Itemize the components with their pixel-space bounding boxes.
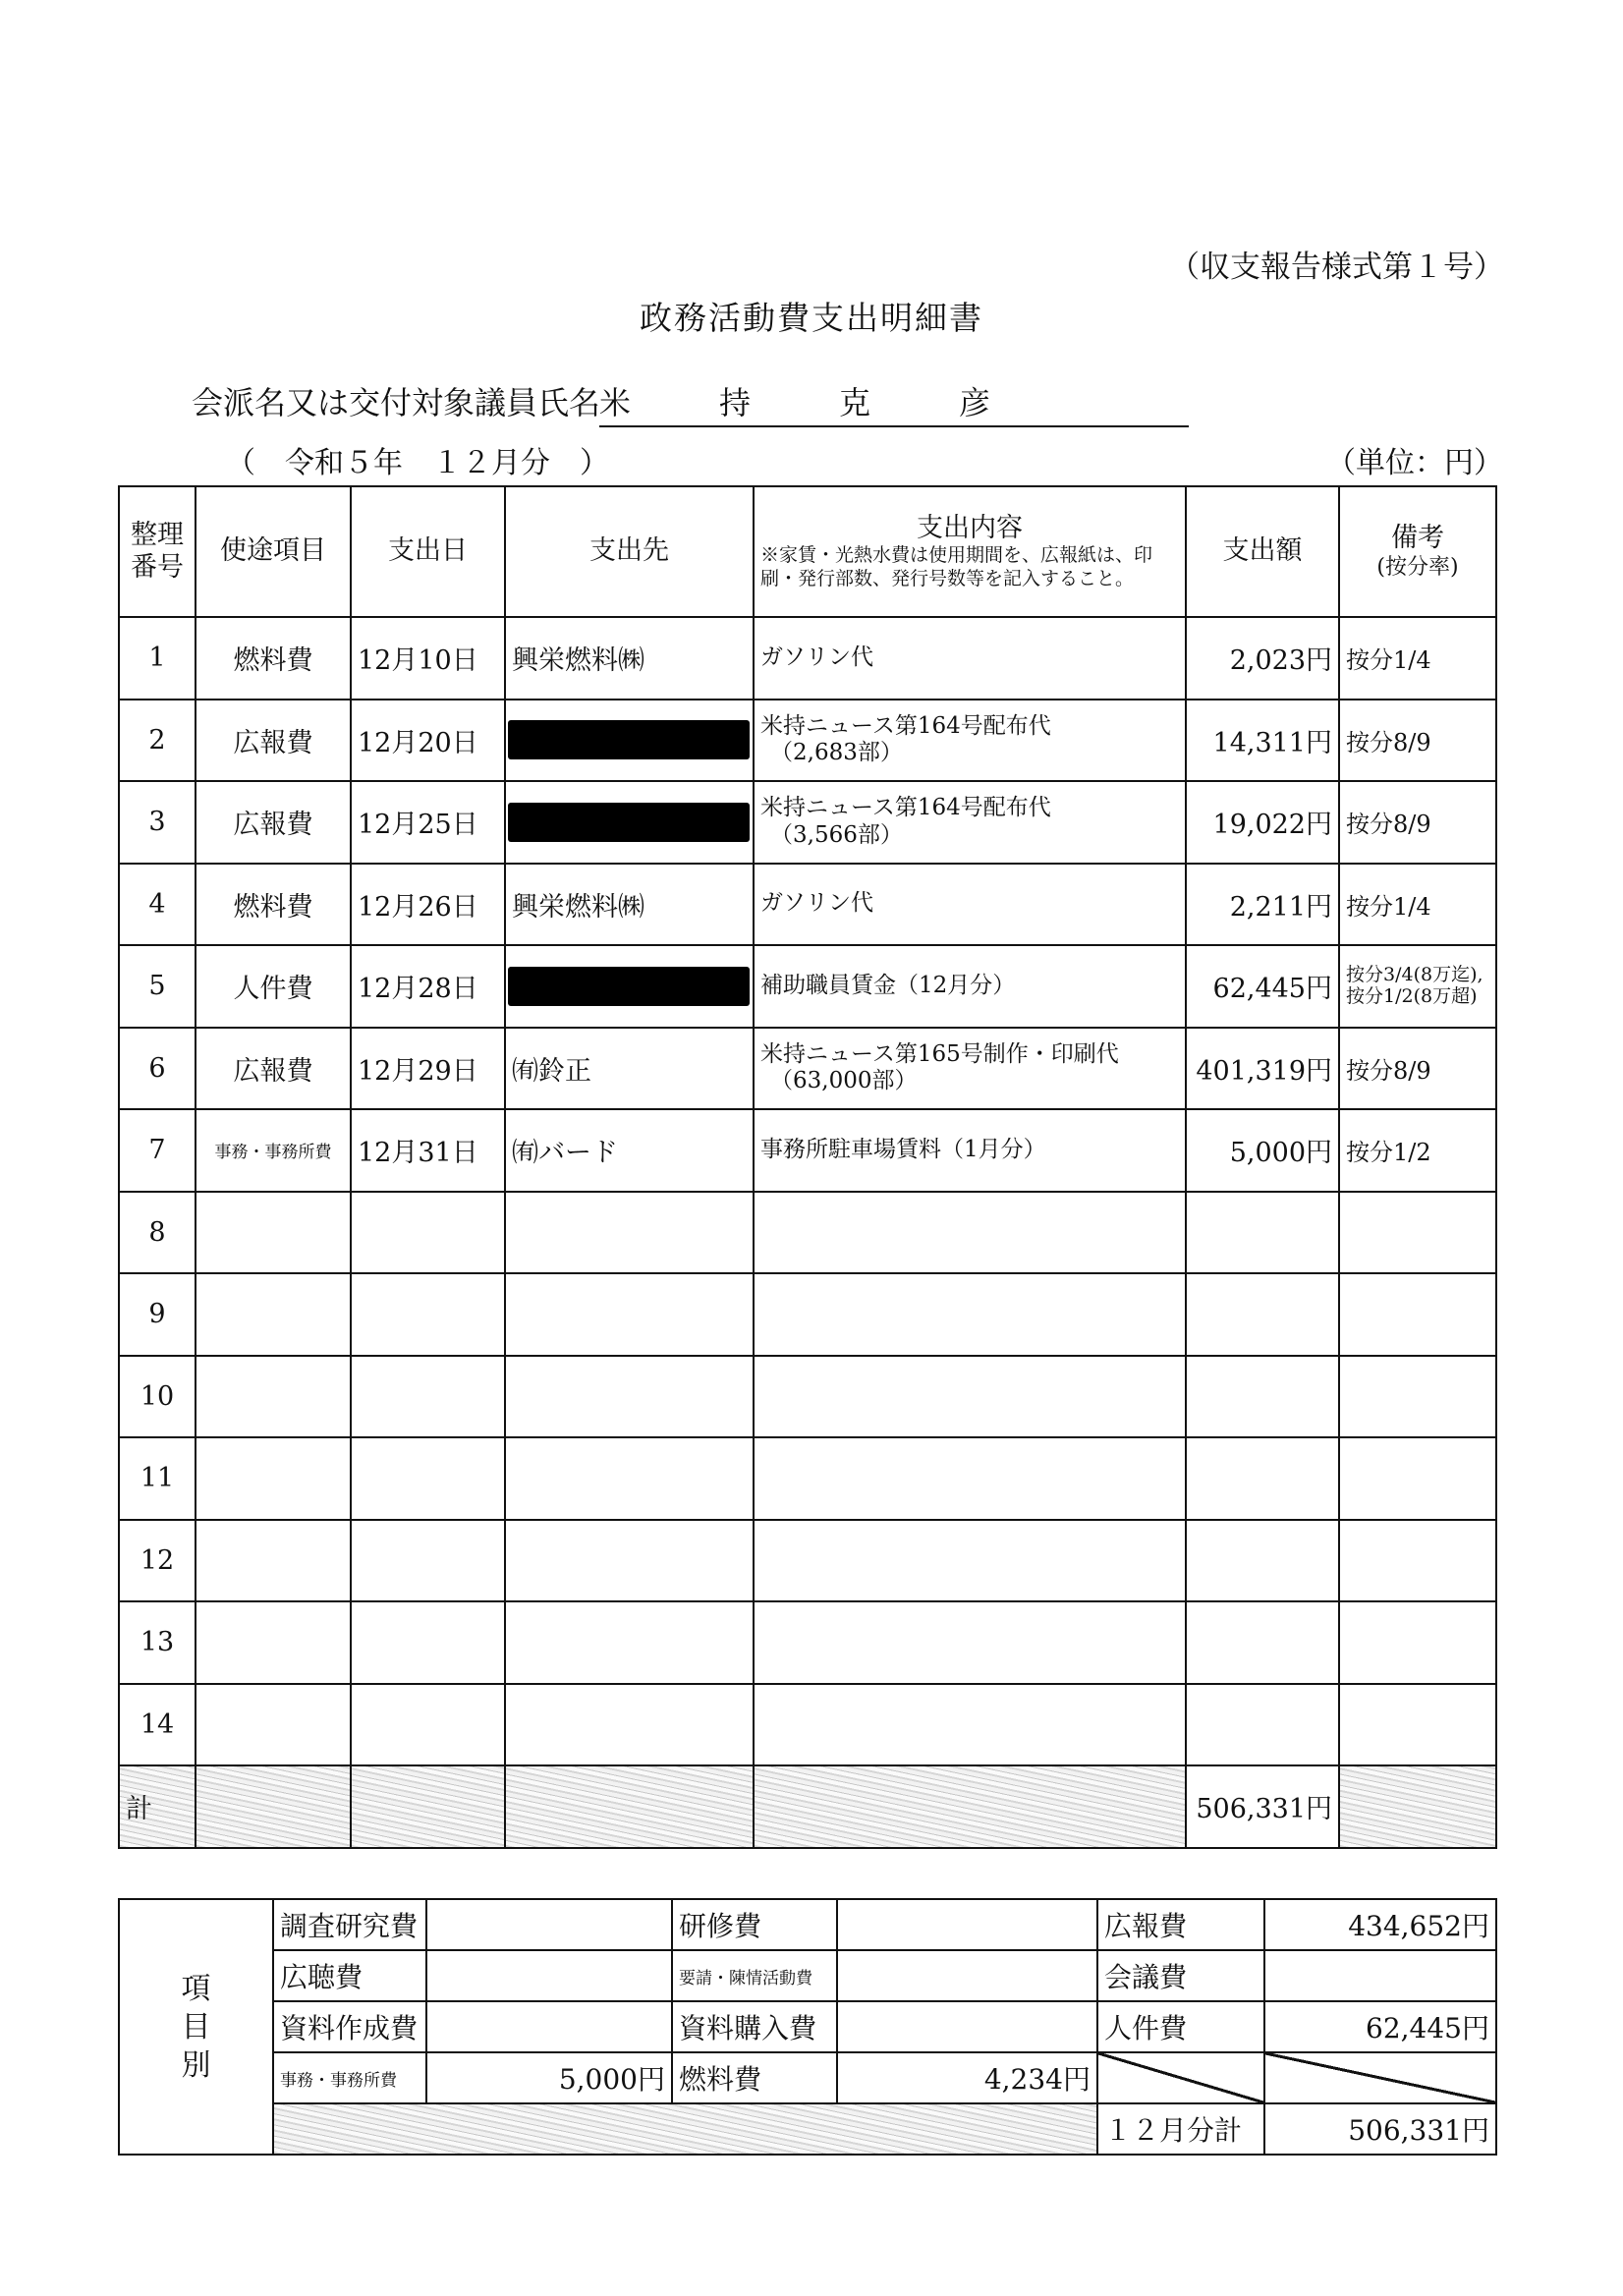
row-date xyxy=(351,1601,505,1684)
member-name-value: 米持克彦 xyxy=(599,378,1189,427)
row-number: 6 xyxy=(119,1028,196,1110)
row-date: 12月29日 xyxy=(351,1028,505,1110)
summary-label: 調査研究費 xyxy=(273,1899,426,1950)
row-number: 1 xyxy=(119,617,196,700)
table-row xyxy=(119,781,1496,864)
row-payee xyxy=(505,1273,754,1356)
row-amount xyxy=(1186,1437,1339,1520)
header-note xyxy=(1339,486,1496,617)
row-payee xyxy=(505,945,754,1028)
row-note: 按分8/9 xyxy=(1339,781,1496,864)
row-date: 12月26日 xyxy=(351,864,505,946)
table-row xyxy=(119,1601,1496,1684)
category-summary-table xyxy=(118,1898,1497,2156)
redaction-bar xyxy=(508,803,750,842)
row-amount xyxy=(1186,1192,1339,1274)
member-name-line xyxy=(192,378,1080,423)
summary-row xyxy=(119,2052,1496,2103)
row-content xyxy=(754,1273,1186,1356)
row-payee xyxy=(505,1601,754,1684)
row-content-line2: （3,566部） xyxy=(770,821,903,848)
row-payee xyxy=(505,781,754,864)
row-category: 燃料費 xyxy=(196,617,351,700)
row-amount: 14,311円 xyxy=(1186,700,1339,782)
row-date xyxy=(351,1684,505,1766)
row-date xyxy=(351,1192,505,1274)
row-category xyxy=(196,1192,351,1274)
table-header-row xyxy=(119,486,1496,617)
row-content-line1: 米持ニュース第164号配布代 xyxy=(760,712,1051,739)
summary-label: 広報費 xyxy=(1097,1899,1264,1950)
row-payee xyxy=(505,1684,754,1766)
table-row xyxy=(119,945,1496,1028)
summary-hatched-cell xyxy=(273,2103,1097,2155)
row-content xyxy=(754,1192,1186,1274)
table-row xyxy=(119,1520,1496,1602)
table-row xyxy=(119,1684,1496,1766)
header-content-note: ※家賃・光熱水費は使用期間を、広報紙は、印刷・発行部数、発行号数等を記入すること。 xyxy=(760,543,1153,589)
row-content-line2: （2,683部） xyxy=(770,740,903,766)
row-content xyxy=(754,1437,1186,1520)
row-amount xyxy=(1186,1601,1339,1684)
summary-label: 資料購入費 xyxy=(672,2001,837,2052)
table-row xyxy=(119,1437,1496,1520)
summary-value: 62,445円 xyxy=(1264,2001,1496,2052)
row-payee xyxy=(505,700,754,782)
table-row xyxy=(119,1356,1496,1438)
row-content-line1: ガソリン代 xyxy=(760,890,873,917)
unit-label: （単位：円） xyxy=(1326,446,1503,480)
summary-value xyxy=(426,1950,672,2001)
row-amount xyxy=(1186,1356,1339,1438)
expense-detail-table xyxy=(118,485,1497,1849)
total-hatched-cell xyxy=(1339,1765,1496,1848)
row-payee xyxy=(505,1520,754,1602)
row-category: 広報費 xyxy=(196,1028,351,1110)
total-hatched-cell xyxy=(505,1765,754,1848)
row-date xyxy=(351,1273,505,1356)
row-note xyxy=(1339,1192,1496,1274)
row-note: 按分1/4 xyxy=(1339,864,1496,946)
row-content xyxy=(754,864,1186,946)
table-row xyxy=(119,1273,1496,1356)
table-row xyxy=(119,700,1496,782)
row-category xyxy=(196,1273,351,1356)
summary-value: 4,234円 xyxy=(837,2052,1097,2103)
summary-row xyxy=(119,1950,1496,2001)
row-note xyxy=(1339,1520,1496,1602)
row-category xyxy=(196,1520,351,1602)
row-note xyxy=(1339,1437,1496,1520)
summary-row xyxy=(119,2001,1496,2052)
row-content xyxy=(754,700,1186,782)
summary-value xyxy=(426,1899,672,1950)
row-number: 7 xyxy=(119,1109,196,1192)
header-date: 支出日 xyxy=(351,486,505,617)
row-number: 13 xyxy=(119,1601,196,1684)
row-amount: 2,211円 xyxy=(1186,864,1339,946)
total-hatched-cell xyxy=(754,1765,1186,1848)
row-category xyxy=(196,1356,351,1438)
summary-row xyxy=(119,1899,1496,1950)
row-note xyxy=(1339,1356,1496,1438)
summary-diagonal-cell xyxy=(1097,2052,1264,2103)
row-number: 9 xyxy=(119,1273,196,1356)
summary-value xyxy=(837,1899,1097,1950)
row-content xyxy=(754,1028,1186,1110)
total-hatched-cell xyxy=(196,1765,351,1848)
row-amount: 401,319円 xyxy=(1186,1028,1339,1110)
summary-value xyxy=(837,2001,1097,2052)
summary-value xyxy=(426,2001,672,2052)
row-amount: 19,022円 xyxy=(1186,781,1339,864)
row-date: 12月31日 xyxy=(351,1109,505,1192)
row-category: 広報費 xyxy=(196,781,351,864)
summary-value xyxy=(1264,1950,1496,2001)
total-row xyxy=(119,1765,1496,1848)
row-category xyxy=(196,1601,351,1684)
row-content xyxy=(754,617,1186,700)
redaction-bar xyxy=(508,967,750,1006)
summary-row xyxy=(119,2103,1496,2155)
row-content-line1: 米持ニュース第164号配布代 xyxy=(760,795,1051,821)
row-content-line2: （63,000部） xyxy=(770,1068,918,1094)
table-row xyxy=(119,1028,1496,1110)
row-content xyxy=(754,1684,1186,1766)
summary-label: 会議費 xyxy=(1097,1950,1264,2001)
row-category xyxy=(196,1684,351,1766)
row-note xyxy=(1339,1684,1496,1766)
table-row xyxy=(119,864,1496,946)
row-content xyxy=(754,945,1186,1028)
row-payee: 興栄燃料㈱ xyxy=(505,617,754,700)
row-amount xyxy=(1186,1520,1339,1602)
row-amount xyxy=(1186,1684,1339,1766)
summary-label: 広聴費 xyxy=(273,1950,426,2001)
row-category: 人件費 xyxy=(196,945,351,1028)
header-note-sub: (按分率) xyxy=(1376,554,1459,580)
row-note: 按分8/9 xyxy=(1339,1028,1496,1110)
row-content-line1: 事務所駐車場賃料（1月分） xyxy=(760,1136,1046,1162)
header-content-title: 支出内容 xyxy=(917,512,1023,543)
summary-label: 人件費 xyxy=(1097,2001,1264,2052)
summary-label: 燃料費 xyxy=(672,2052,837,2103)
redaction-bar xyxy=(508,720,750,759)
row-content-line1: 米持ニュース第165号制作・印刷代 xyxy=(760,1040,1119,1067)
row-payee xyxy=(505,1437,754,1520)
row-amount xyxy=(1186,1273,1339,1356)
row-date xyxy=(351,1437,505,1520)
row-number: 8 xyxy=(119,1192,196,1274)
row-content-line1: 補助職員賃金（12月分） xyxy=(760,972,1016,998)
row-number: 11 xyxy=(119,1437,196,1520)
row-date: 12月28日 xyxy=(351,945,505,1028)
table-row xyxy=(119,1109,1496,1192)
row-number: 10 xyxy=(119,1356,196,1438)
table-row xyxy=(119,1192,1496,1274)
row-category xyxy=(196,1437,351,1520)
summary-side-label: 項目別 xyxy=(119,1899,273,2155)
row-amount: 62,445円 xyxy=(1186,945,1339,1028)
total-label: 計 xyxy=(119,1765,196,1848)
summary-value: 5,000円 xyxy=(426,2052,672,2103)
row-payee: ㈲バード xyxy=(505,1109,754,1192)
row-number: 2 xyxy=(119,700,196,782)
row-content xyxy=(754,781,1186,864)
report-period: （ 令和５年 １２月分 ） xyxy=(226,446,609,480)
row-payee: ㈲鈴正 xyxy=(505,1028,754,1110)
row-payee: 興栄燃料㈱ xyxy=(505,864,754,946)
summary-label: 研修費 xyxy=(672,1899,837,1950)
member-name-label: 会派名又は交付対象議員氏名 xyxy=(192,384,601,421)
total-amount: 506,331円 xyxy=(1186,1765,1339,1848)
summary-value: 434,652円 xyxy=(1264,1899,1496,1950)
row-date: 12月20日 xyxy=(351,700,505,782)
row-date xyxy=(351,1356,505,1438)
table-row xyxy=(119,617,1496,700)
summary-label: 事務・事務所費 xyxy=(273,2052,426,2103)
row-note: 按分8/9 xyxy=(1339,700,1496,782)
total-hatched-cell xyxy=(351,1765,505,1848)
row-amount: 2,023円 xyxy=(1186,617,1339,700)
row-amount: 5,000円 xyxy=(1186,1109,1339,1192)
summary-value xyxy=(837,1950,1097,2001)
row-content xyxy=(754,1520,1186,1602)
row-number: 12 xyxy=(119,1520,196,1602)
row-date xyxy=(351,1520,505,1602)
row-content xyxy=(754,1356,1186,1438)
row-number: 14 xyxy=(119,1684,196,1766)
summary-label: 要請・陳情活動費 xyxy=(672,1950,837,2001)
summary-diagonal-cell xyxy=(1264,2052,1496,2103)
row-note: 按分1/4 xyxy=(1339,617,1496,700)
document-title: 政務活動費支出明細書 xyxy=(640,299,983,337)
row-payee xyxy=(505,1192,754,1274)
row-number: 3 xyxy=(119,781,196,864)
row-category: 広報費 xyxy=(196,700,351,782)
row-number: 4 xyxy=(119,864,196,946)
month-total-value: 506,331円 xyxy=(1264,2103,1496,2155)
row-note: 按分3/4(8万迄),按分1/2(8万超) xyxy=(1339,945,1496,1028)
row-number: 5 xyxy=(119,945,196,1028)
row-category: 燃料費 xyxy=(196,864,351,946)
row-category: 事務・事務所費 xyxy=(196,1109,351,1192)
header-payee: 支出先 xyxy=(505,486,754,617)
row-note xyxy=(1339,1601,1496,1684)
form-number-label: （収支報告様式第１号） xyxy=(1169,250,1504,285)
row-note: 按分1/2 xyxy=(1339,1109,1496,1192)
summary-label: 資料作成費 xyxy=(273,2001,426,2052)
header-amount: 支出額 xyxy=(1186,486,1339,617)
row-date: 12月25日 xyxy=(351,781,505,864)
header-content xyxy=(754,486,1186,617)
header-note-title: 備考 xyxy=(1391,523,1444,554)
row-note xyxy=(1339,1273,1496,1356)
row-content-line1: ガソリン代 xyxy=(760,644,873,670)
header-no: 整理番号 xyxy=(119,486,196,617)
header-category: 使途項目 xyxy=(196,486,351,617)
row-payee xyxy=(505,1356,754,1438)
row-content xyxy=(754,1109,1186,1192)
month-total-label: １２月分計 xyxy=(1097,2103,1264,2155)
row-content xyxy=(754,1601,1186,1684)
row-date: 12月10日 xyxy=(351,617,505,700)
